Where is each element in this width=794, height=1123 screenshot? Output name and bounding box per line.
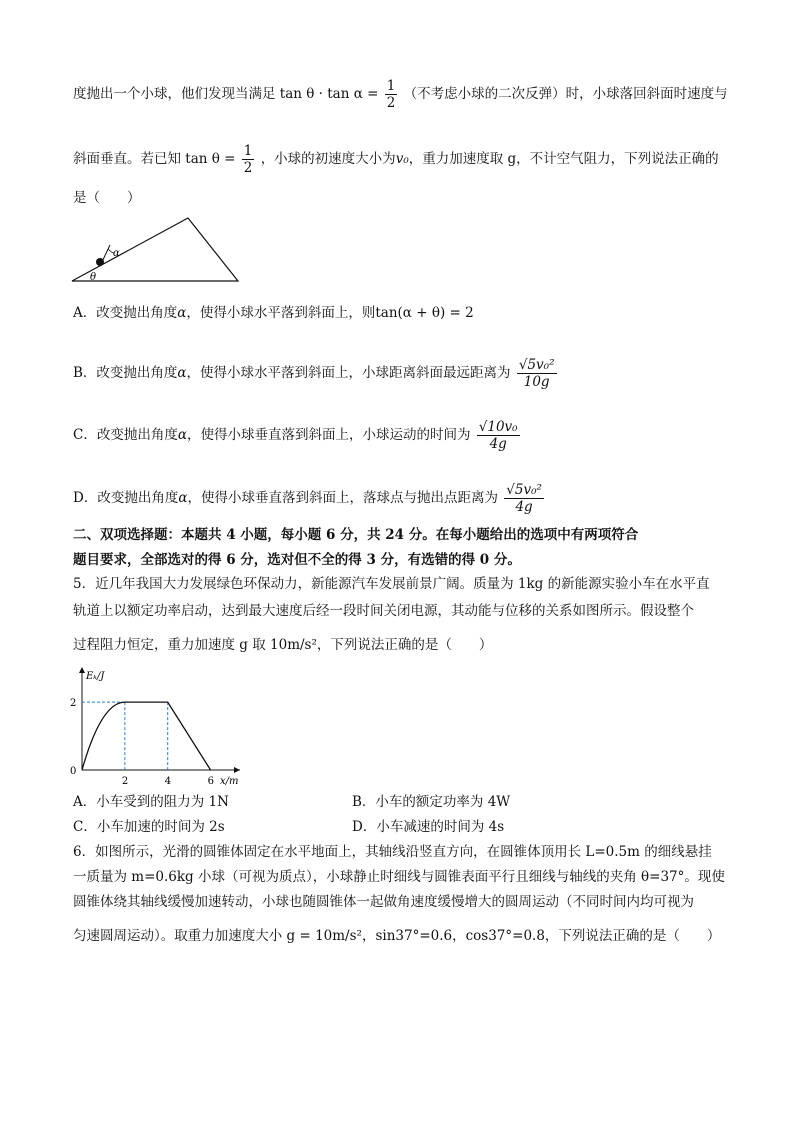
x-tick-label: 4 bbox=[164, 776, 172, 785]
q4-option-c: C．改变抛出角度α，使得小球垂直落到斜面上，小球运动的时间为 $\frac{\text{√10v₀}}{4g}$ bbox=[73, 419, 518, 452]
q4-tan-lhs: tan θ = bbox=[185, 151, 236, 167]
incline-triangle bbox=[72, 218, 238, 281]
q6-line3: 圆锥体绕其轴线缓慢加速转动，小球也随圆锥体一起做角速度缓慢增大的圆周运动（不同时间内均可视为 bbox=[73, 894, 694, 910]
y-tick-label: 2 bbox=[70, 698, 77, 710]
q5-line1: 5．近几年我国大力发展绿色环保动力，新能源汽车发展前景广阔。质量为 1kg 的新能源实验小车在水平直 bbox=[73, 576, 710, 592]
ball bbox=[96, 258, 104, 266]
q4-line1-tail: （不考虑小球的二次反弹）时，小球落回斜面时速度与 bbox=[403, 86, 728, 102]
q6-line2: 一质量为 m=0.6kg 小球（可视为质点），小球静止时细线与圆锥表面平行且细线与轴线的夹角 θ=37°。现使 bbox=[73, 869, 725, 885]
q4-line2: 斜面垂直。若已知 tan θ = $\frac{1}{2}$ ，小球的初速度大小为v₀，重力加速度取 g，不计空气阻力，下列说法正确的 bbox=[73, 143, 719, 176]
q4-option-b-fraction: $\frac{\text{√5v₀²}}{10g}$ bbox=[518, 357, 555, 390]
q4-condition-lhs: tan θ · tan α = bbox=[279, 86, 379, 102]
y-axis-label: Eₖ/J bbox=[86, 671, 105, 682]
q4-condition-fraction: $\frac{1}{2}$ bbox=[386, 78, 396, 111]
q4-option-b: B．改变抛出角度α，使得小球水平落到斜面上，小球距离斜面最远距离为 $\frac{\text{√5v₀²}}{10g}$ bbox=[73, 357, 555, 390]
ek-curve bbox=[82, 702, 211, 770]
q5-option-a: A．小车受到的阻力为 1N bbox=[73, 794, 229, 810]
y-axis-arrow bbox=[79, 667, 85, 673]
origin-label: 0 bbox=[70, 766, 77, 777]
x-axis-label: x/m bbox=[220, 776, 239, 785]
q4-line1 bbox=[73, 78, 728, 111]
q6-line4: 匀速圆周运动）。取重力加速度大小 g = 10m/s²，sin37°=0.6，cos37°=0.8，下列说法正确的是（ ） bbox=[73, 928, 721, 944]
q4-option-c-fraction: $\frac{\text{√10v₀}}{4g}$ bbox=[478, 419, 518, 452]
x-tick-label: 6 bbox=[207, 776, 214, 785]
q5-option-b: B．小车的额定功率为 4W bbox=[352, 794, 511, 810]
x-tick-label: 2 bbox=[121, 776, 129, 785]
q4-option-a: A．改变抛出角度α，使得小球水平落到斜面上，则tan(α + θ) = 2 bbox=[73, 305, 474, 321]
q4-tan-fraction: $\frac{1}{2}$ bbox=[243, 143, 253, 176]
q4-line3: 是（ ） bbox=[73, 190, 141, 206]
section2-line2: 题目要求，全部选对的得 6 分，选对但不全的得 3 分，有选错的得 0 分。 bbox=[73, 552, 521, 568]
q5-option-c: C．小车加速的时间为 2s bbox=[73, 819, 225, 835]
q4-option-d: D．改变抛出角度α，使得小球垂直落到斜面上，落球点与抛出点距离为 $\frac{\text{√5v₀²}}{4g}$ bbox=[73, 482, 542, 515]
incline-figure bbox=[70, 215, 242, 285]
q5-option-d: D．小车减速的时间为 4s bbox=[352, 819, 505, 835]
q6-line1: 6．如图所示，光滑的圆锥体固定在水平地面上，其轴线沿竖直方向，在圆锥体顶用长 L=0.5m 的细线悬挂 bbox=[73, 844, 712, 860]
q5-line3: 过程阻力恒定，重力加速度 g 取 10m/s²，下列说法正确的是（ ） bbox=[73, 637, 493, 653]
x-axis-arrow bbox=[234, 767, 240, 773]
theta-label: θ bbox=[90, 272, 97, 283]
section2-line1: 二、双项选择题：本题共 4 小题，每小题 6 分，共 24 分。在每小题给出的选项中有两项符合 bbox=[73, 527, 639, 543]
q4-option-d-fraction: $\frac{\text{√5v₀²}}{4g}$ bbox=[506, 482, 542, 515]
q4-option-a-expr: tan(α + θ) = 2 bbox=[375, 305, 474, 321]
alpha-label: α bbox=[113, 248, 120, 259]
q5-ek-x-chart bbox=[66, 665, 256, 785]
q4-line1-text: 度抛出一个小球，他们发现当满足 bbox=[73, 86, 276, 102]
q5-line2: 轨道上以额定功率启动，达到最大速度后经一段时间关闭电源，其动能与位移的关系如图所示。假设整个 bbox=[73, 603, 694, 619]
